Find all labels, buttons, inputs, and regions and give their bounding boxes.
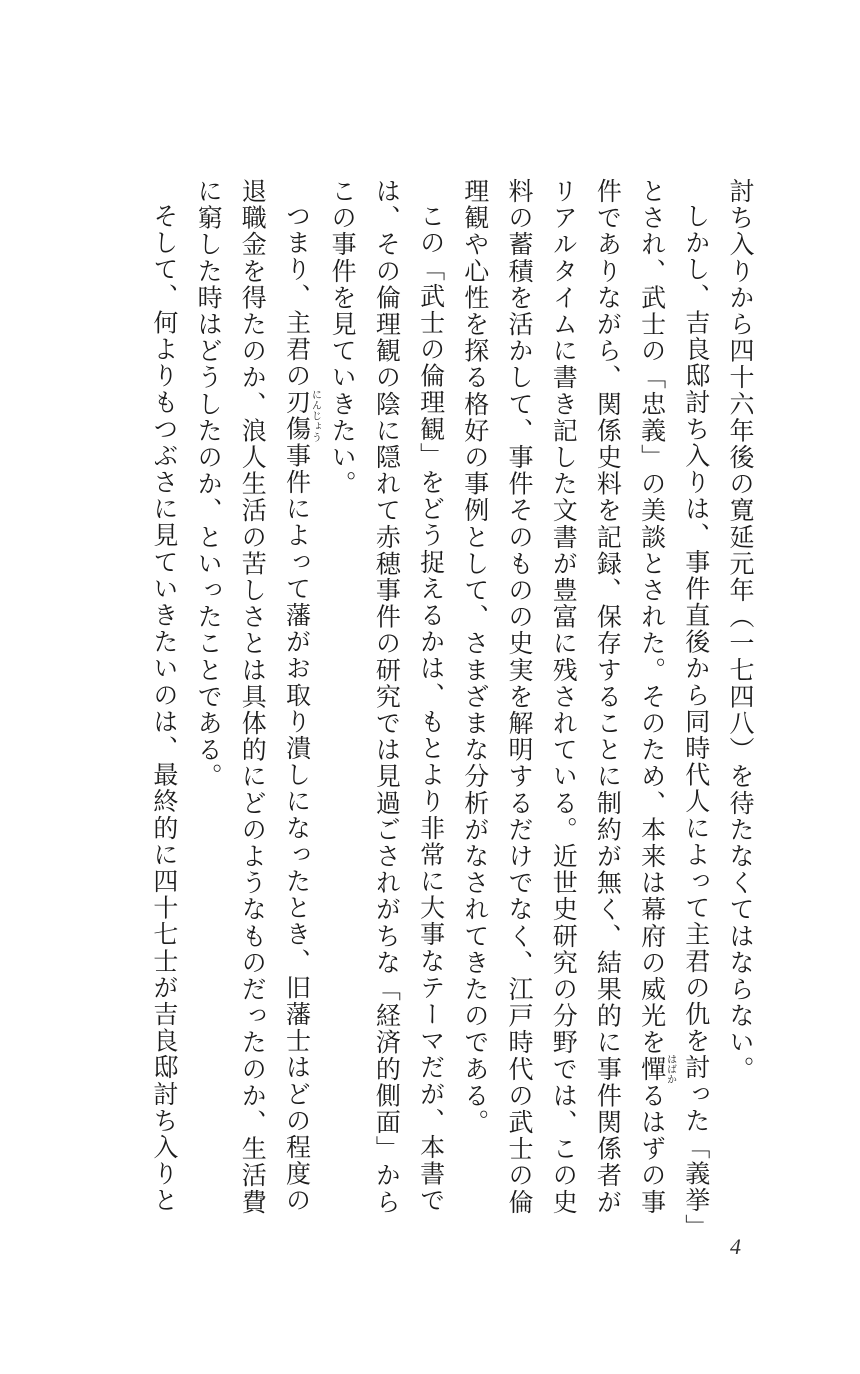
page-number: 4: [730, 1234, 741, 1259]
paragraph-2-text-a: しかし、吉良邸討ち入りは、事件直後から同時代人によって主君の仇を討った「義挙」とされ、武士の「忠義」の美談とされた。そのため、本来は幕府の威光を: [637, 178, 711, 1228]
ruby-reading-habaka: はばか: [664, 1054, 676, 1085]
paragraph-4: [186, 178, 320, 1228]
ruby-reading-ninjou: にんじょう: [309, 389, 321, 443]
paragraph-3: [320, 178, 453, 1228]
ruby-base-ninjou: 刃傷: [282, 389, 312, 443]
paragraph-2-text-b: るはずの事件でありながら、関係史料を記録、保存することに制約が無く、結果的に事件関係者がリアルタイムに書き記した文書が豊富に残されている。近世史研究の分野では、この史料の蓄積を活かして、事件そのものの史実を解明するだけでなく、江戸時代の武士の倫理観や心性を探る格好の事例として、さまざまな分析がなされてきたのである。: [460, 178, 667, 1216]
paragraph-5-text: そして、何よりもつぶさに見ていきたいのは、最終的に四十七士が吉良邸討ち入りと: [149, 203, 179, 1214]
paragraph-1: [718, 178, 762, 1228]
paragraph-4-text-b: 事件によって藩がお取り潰しになったとき、旧藩士はどの程度の退職金を得たのか、浪人生活の苦しさとは具体的にどのようなものだったのか、生活費に窮した時はどうしたのか、といったことである。: [194, 178, 312, 1216]
ruby-habaka: [637, 1054, 676, 1085]
paragraph-4-text-a: つまり、主君の: [282, 203, 312, 390]
paragraph-1-text: 討ち入りから四十六年後の寛延元年（一七四八）を待たなくてはならない。: [726, 178, 755, 1083]
paragraph-2: [453, 178, 718, 1228]
paragraph-5: [142, 178, 186, 1228]
ruby-ninjou: [282, 389, 321, 443]
ruby-base-habaka: 憚: [637, 1054, 667, 1085]
paragraph-3-text: この「武士の倫理観」をどう捉えるかは、もとより非常に大事なテーマだが、本書では、その倫理観の陰に隠れて赤穂事件の研究では見過ごされがちな「経済的側面」からこの事件を見ていきたい。: [328, 178, 446, 1216]
vertical-body-text: [82, 178, 762, 1228]
